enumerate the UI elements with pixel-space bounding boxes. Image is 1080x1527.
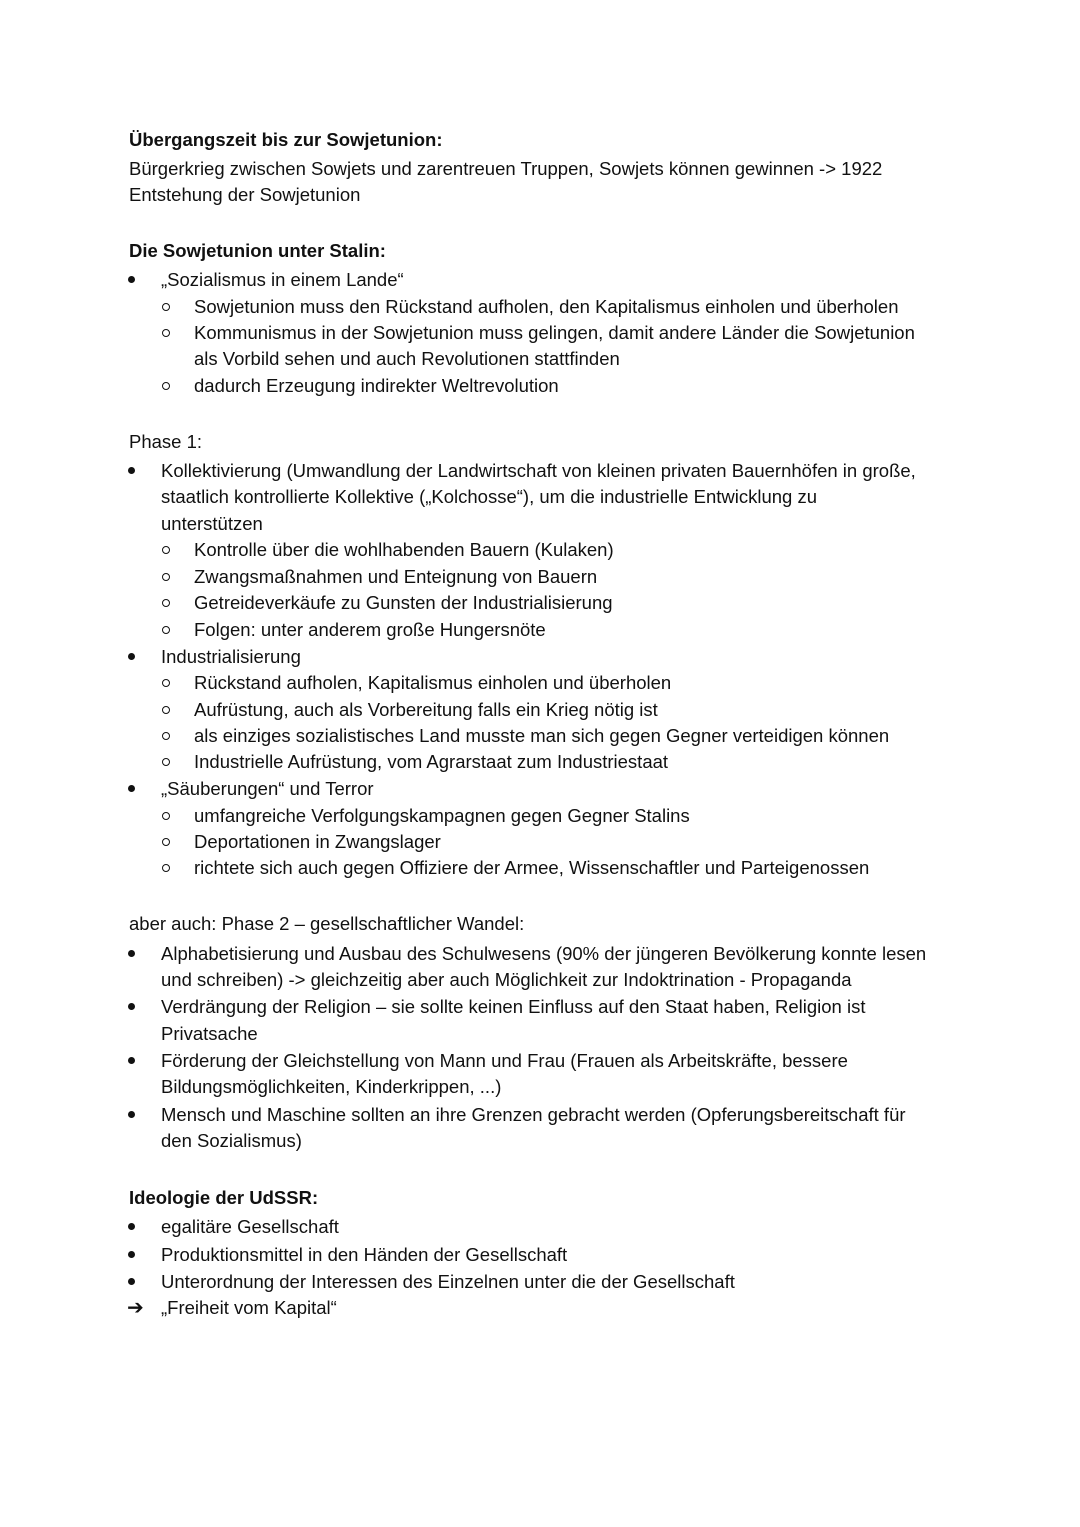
bullet-icon	[128, 1214, 142, 1240]
heading-stalin: Die Sowjetunion unter Stalin:	[129, 240, 386, 261]
sub-bullet-icon	[162, 697, 174, 723]
sub-bullet-icon	[162, 829, 174, 855]
sub-bullet-icon	[162, 803, 174, 829]
bullet-icon	[128, 1269, 142, 1295]
sub-list-item: Deportationen in Zwangslager	[194, 831, 441, 852]
list-item: Förderung der Gleichstellung von Mann und Frau (Frauen als Arbeitskräfte, bessere	[161, 1050, 848, 1071]
conclusion-item: „Freiheit vom Kapital“	[161, 1297, 337, 1318]
sub-list-item: richtete sich auch gegen Offiziere der Armee, Wissenschaftler und Parteigenossen	[194, 857, 870, 878]
sub-list-item-cont: als Vorbild sehen und auch Revolutionen stattfinden	[194, 348, 620, 369]
sub-list-item: Rückstand aufholen, Kapitalismus einholen und überholen	[194, 672, 672, 693]
sub-list-item: als einziges sozialistisches Land musste man sich gegen Gegner verteidigen können	[194, 725, 890, 746]
arrow-right-icon: ➔	[127, 1297, 144, 1319]
list-item: Alphabetisierung und Ausbau des Schulwesens (90% der jüngeren Bevölkerung konnte lesen	[161, 943, 927, 964]
sub-bullet-icon	[162, 320, 174, 346]
list-item: egalitäre Gesellschaft	[161, 1216, 339, 1237]
bullet-icon	[128, 941, 142, 967]
sub-bullet-icon	[162, 564, 174, 590]
list-item-cont: staatlich kontrollierte Kollektive („Kolchosse“), um die industrielle Entwicklung zu	[161, 486, 818, 507]
bullet-icon	[128, 644, 142, 670]
list-item-cont: unterstützen	[161, 513, 263, 534]
heading-transition: Übergangszeit bis zur Sowjetunion:	[129, 129, 443, 150]
heading-ideology: Ideologie der UdSSR:	[129, 1187, 319, 1208]
sub-bullet-icon	[162, 617, 174, 643]
heading-phase-1: Phase 1:	[129, 431, 203, 452]
bullet-icon	[128, 994, 142, 1020]
bullet-icon	[128, 458, 142, 484]
list-item: „Säuberungen“ und Terror	[161, 778, 374, 799]
list-item-cont: Bildungsmöglichkeiten, Kinderkrippen, ...)	[161, 1076, 502, 1097]
sub-list-item: Kommunismus in der Sowjetunion muss gelingen, damit andere Länder die Sowjetunion	[194, 322, 915, 343]
list-item: Produktionsmittel in den Händen der Gesellschaft	[161, 1244, 568, 1265]
heading-phase-2: aber auch: Phase 2 – gesellschaftlicher Wandel:	[129, 913, 525, 934]
bullet-icon	[128, 1102, 142, 1128]
list-item-cont: und schreiben) -> gleichzeitig aber auch Möglichkeit zur Indoktrination - Propaganda	[161, 969, 852, 990]
list-item: „Sozialismus in einem Lande“	[161, 269, 404, 290]
sub-bullet-icon	[162, 537, 174, 563]
sub-bullet-icon	[162, 855, 174, 881]
sub-bullet-icon	[162, 590, 174, 616]
sub-bullet-icon	[162, 294, 174, 320]
list-item: Mensch und Maschine sollten an ihre Grenzen gebracht werden (Opferungsbereitschaft für	[161, 1104, 906, 1125]
sub-list-item: Kontrolle über die wohlhabenden Bauern (Kulaken)	[194, 539, 614, 560]
sub-list-item: Sowjetunion muss den Rückstand aufholen, den Kapitalismus einholen und überholen	[194, 296, 899, 317]
bullet-icon	[128, 1048, 142, 1074]
list-item-cont: den Sozialismus)	[161, 1130, 302, 1151]
sub-list-item: umfangreiche Verfolgungskampagnen gegen Gegner Stalins	[194, 805, 690, 826]
sub-bullet-icon	[162, 373, 174, 399]
sub-list-item: Folgen: unter anderem große Hungersnöte	[194, 619, 546, 640]
list-item: Unterordnung der Interessen des Einzelnen unter die der Gesellschaft	[161, 1271, 735, 1292]
bullet-icon	[128, 267, 142, 293]
paragraph-line: Bürgerkrieg zwischen Sowjets und zarentreuen Truppen, Sowjets können gewinnen -> 1922	[129, 158, 883, 179]
bullet-icon	[128, 1242, 142, 1268]
list-item: Industrialisierung	[161, 646, 301, 667]
sub-list-item: Aufrüstung, auch als Vorbereitung falls ein Krieg nötig ist	[194, 699, 658, 720]
paragraph-line: Entstehung der Sowjetunion	[129, 184, 361, 205]
sub-bullet-icon	[162, 749, 174, 775]
sub-list-item: Industrielle Aufrüstung, vom Agrarstaat zum Industriestaat	[194, 751, 669, 772]
sub-bullet-icon	[162, 723, 174, 749]
sub-list-item: Getreideverkäufe zu Gunsten der Industrialisierung	[194, 592, 613, 613]
bullet-icon	[128, 776, 142, 802]
list-item: Kollektivierung (Umwandlung der Landwirtschaft von kleinen privaten Bauernhöfen in große,	[161, 460, 916, 481]
sub-bullet-icon	[162, 670, 174, 696]
sub-list-item: Zwangsmaßnahmen und Enteignung von Bauern	[194, 566, 598, 587]
list-item-cont: Privatsache	[161, 1023, 258, 1044]
sub-list-item: dadurch Erzeugung indirekter Weltrevolution	[194, 375, 559, 396]
list-item: Verdrängung der Religion – sie sollte keinen Einfluss auf den Staat haben, Religion ist	[161, 996, 866, 1017]
